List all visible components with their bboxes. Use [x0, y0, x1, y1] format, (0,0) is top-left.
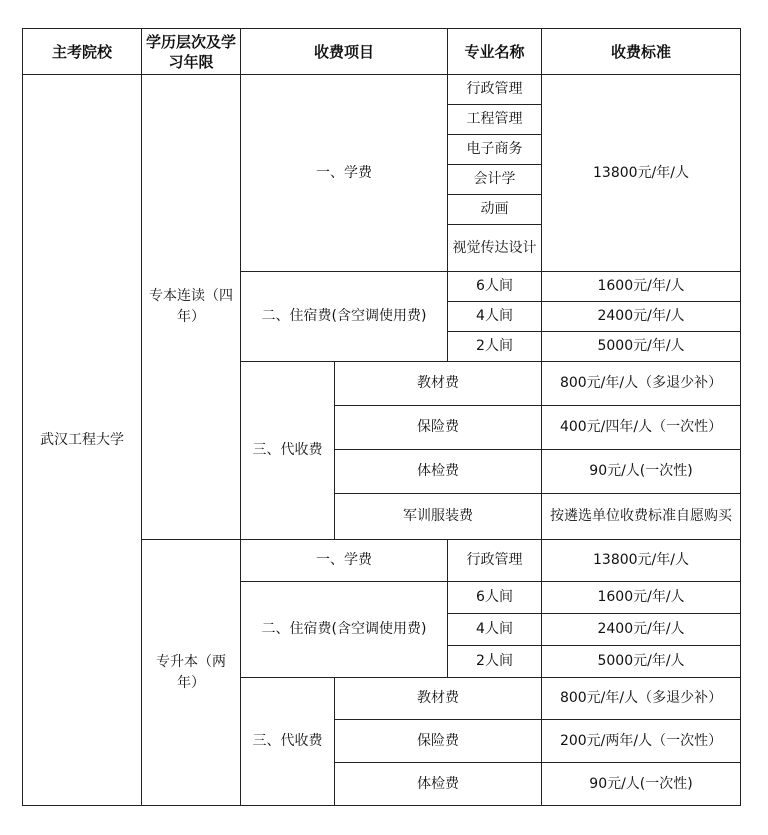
- agency-item-cell: 体检费: [335, 763, 542, 806]
- fee-standard-cell: 800元/年/人（多退少补）: [542, 362, 741, 406]
- fee-standard-cell: 5000元/年/人: [542, 646, 741, 678]
- fee-item-cell: 三、代收费: [241, 362, 335, 540]
- fee-table: [22, 28, 741, 806]
- fee-item-cell: 一、学费: [241, 75, 448, 272]
- header-major: 专业名称: [448, 29, 542, 75]
- fee-standard-cell: 1600元/年/人: [542, 582, 741, 614]
- agency-item-cell: 保险费: [335, 720, 542, 763]
- table-row: [23, 75, 741, 105]
- room-cell: 4人间: [448, 302, 542, 332]
- major-cell: 动画: [448, 195, 542, 225]
- agency-item-cell: 教材费: [335, 362, 542, 406]
- fee-standard-cell: 200元/两年/人（一次性）: [542, 720, 741, 763]
- fee-item-cell: 三、代收费: [241, 678, 335, 806]
- fee-standard-cell: 1600元/年/人: [542, 272, 741, 302]
- major-cell: 电子商务: [448, 135, 542, 165]
- fee-item-cell: 二、住宿费(含空调使用费): [241, 582, 448, 678]
- header-row: [23, 29, 741, 75]
- room-cell: 4人间: [448, 614, 542, 646]
- header-school: 主考院校: [23, 29, 142, 75]
- room-cell: 2人间: [448, 332, 542, 362]
- fee-standard-cell: 400元/四年/人（一次性）: [542, 406, 741, 450]
- fee-standard-cell: 5000元/年/人: [542, 332, 741, 362]
- major-cell: 行政管理: [448, 75, 542, 105]
- room-cell: 6人间: [448, 582, 542, 614]
- fee-standard-cell: 13800元/年/人: [542, 540, 741, 582]
- room-cell: 6人间: [448, 272, 542, 302]
- fee-standard-cell: 2400元/年/人: [542, 614, 741, 646]
- header-fee-item: 收费项目: [241, 29, 448, 75]
- fee-standard-cell: 13800元/年/人: [542, 75, 741, 272]
- fee-item-cell: 二、住宿费(含空调使用费): [241, 272, 448, 362]
- major-cell: 视觉传达设计: [448, 225, 542, 272]
- fee-standard-cell: 800元/年/人（多退少补）: [542, 678, 741, 720]
- header-fee-standard: 收费标准: [542, 29, 741, 75]
- level-cell: 专本连读（四年）: [142, 75, 241, 540]
- major-cell: 行政管理: [448, 540, 542, 582]
- fee-standard-cell: 按遴选单位收费标准自愿购买: [542, 494, 741, 540]
- major-cell: 会计学: [448, 165, 542, 195]
- fee-standard-cell: 90元/人(一次性): [542, 763, 741, 806]
- room-cell: 2人间: [448, 646, 542, 678]
- level-cell: 专升本（两年）: [142, 540, 241, 806]
- agency-item-cell: 教材费: [335, 678, 542, 720]
- agency-item-cell: 体检费: [335, 450, 542, 494]
- header-level: 学历层次及学习年限: [142, 29, 241, 75]
- agency-item-cell: 保险费: [335, 406, 542, 450]
- agency-item-cell: 军训服装费: [335, 494, 542, 540]
- fee-standard-cell: 2400元/年/人: [542, 302, 741, 332]
- fee-item-cell: 一、学费: [241, 540, 448, 582]
- major-cell: 工程管理: [448, 105, 542, 135]
- school-cell: 武汉工程大学: [23, 75, 142, 806]
- fee-standard-cell: 90元/人(一次性): [542, 450, 741, 494]
